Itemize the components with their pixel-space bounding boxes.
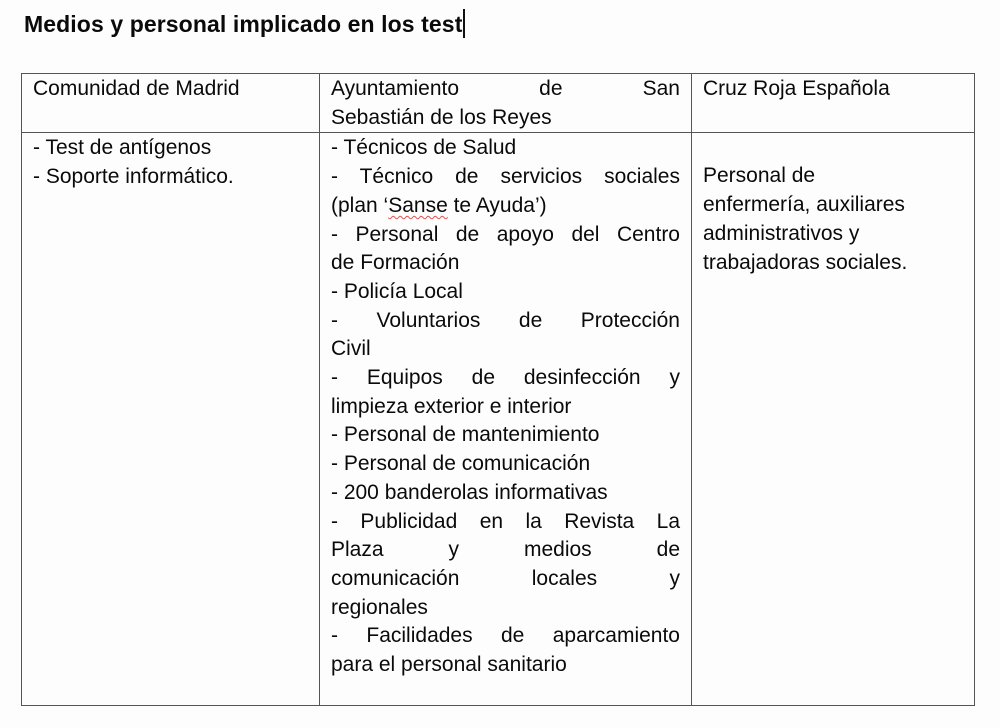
header-comunidad-label: Comunidad de Madrid [33,77,240,100]
header-ayuntamiento-line-2: Sebastián de los Reyes [331,105,552,129]
header-cruz-roja-label: Cruz Roja Española [703,77,890,100]
ayuntamiento-line: comunicación locales y [331,566,680,590]
ayuntamiento-line: de Formación [331,251,460,275]
text-cursor [463,9,465,38]
header-ayuntamiento-line-1: Ayuntamiento de San [331,77,680,100]
ayuntamiento-line: - 200 banderolas informativas [331,480,608,504]
ayuntamiento-line: - Técnico de servicios sociales [331,165,680,189]
ayuntamiento-line: - Personal de comunicación [331,452,591,476]
document-title[interactable] [24,9,465,38]
cruz-roja-line: administrativos y [703,221,860,245]
body-cell-ayuntamiento[interactable] [320,133,692,706]
body-cell-comunidad[interactable] [22,133,320,706]
table-header-row [22,74,975,133]
ayuntamiento-line: para el personal sanitario [331,653,567,677]
table-body-row [22,133,975,706]
ayuntamiento-line: - Publicidad en la Revista La [331,509,680,533]
ayuntamiento-line: - Técnicos de Salud [331,136,517,160]
body-cell-cruz-roja[interactable] [692,133,975,706]
ayuntamiento-line: - Facilidades de aparcamiento [331,624,680,648]
spellcheck-flagged-word[interactable]: Sanse [388,193,448,217]
header-cell-ayuntamiento[interactable] [320,74,692,133]
plan-suffix: te Ayuda’) [447,193,547,217]
header-cell-cruz-roja[interactable] [692,74,975,133]
ayuntamiento-line: - Personal de mantenimiento [331,423,600,447]
document-title-text: Medios y personal implicado en los test [24,11,463,37]
ayuntamiento-line: limpieza exterior e interior [331,394,572,418]
cruz-roja-line: Personal de [703,164,816,188]
ayuntamiento-line: - Policía Local [331,279,463,303]
ayuntamiento-line: - Personal de apoyo del Centro [331,222,680,246]
ayuntamiento-line: Civil [331,337,371,361]
plan-prefix: (plan ‘ [331,193,389,217]
ayuntamiento-line: Plaza y medios de [331,538,680,562]
cruz-roja-line: trabajadoras sociales. [703,250,908,274]
cruz-roja-line: enfermería, auxiliares [703,193,905,217]
ayuntamiento-line: regionales [331,595,428,619]
comunidad-item: - Test de antígenos [33,136,212,160]
ayuntamiento-line-plan [331,192,680,221]
comunidad-item: - Soporte informático. [33,165,234,189]
ayuntamiento-line: - Equipos de desinfección y [331,366,680,390]
header-cell-comunidad[interactable] [22,74,320,133]
resources-table [21,73,975,706]
ayuntamiento-line: - Voluntarios de Protección [331,308,680,332]
